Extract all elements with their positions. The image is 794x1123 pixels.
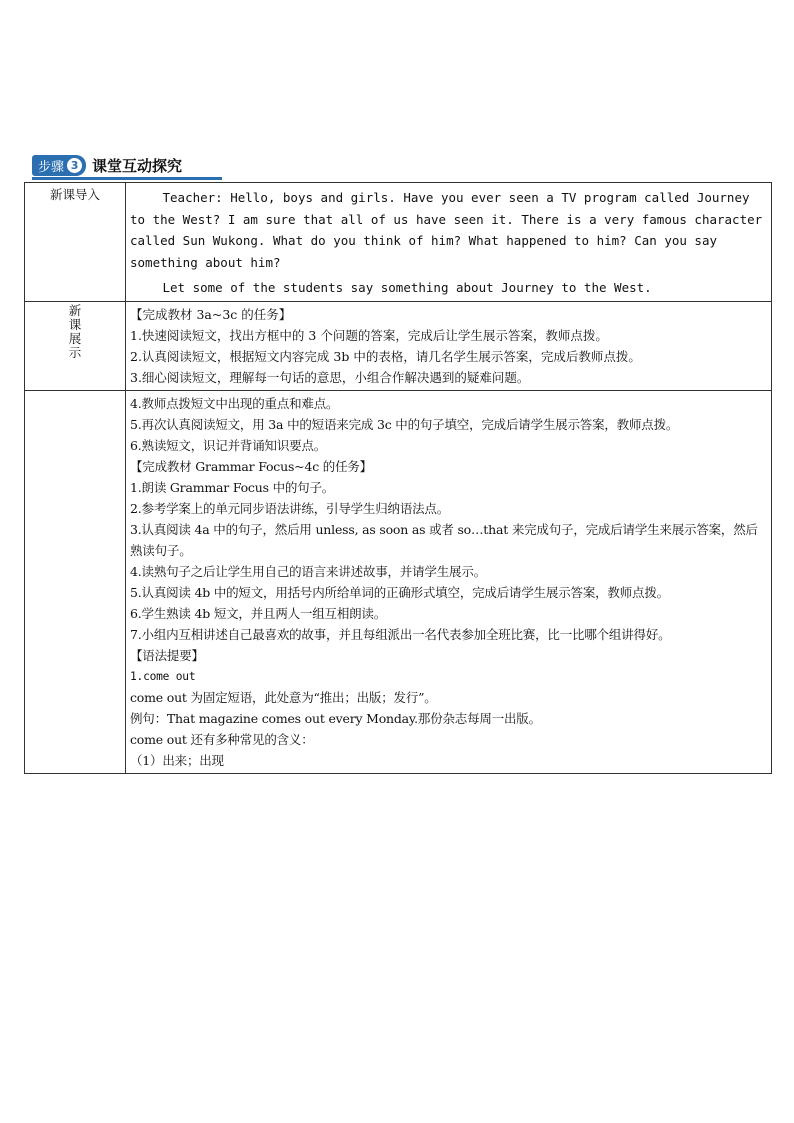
cont-line: 2.参考学案上的单元同步语法讲练，引导学生归纳语法点。 <box>130 500 450 516</box>
cont-line: come out 为固定短语，此处意为“推出；出版；发行”。 <box>130 689 437 705</box>
row-content-continued <box>126 390 772 773</box>
step-badge <box>32 155 86 176</box>
cont-line: 6.熟读短文，识记并背诵知识要点。 <box>130 437 327 453</box>
cont-line: 1.come out <box>130 669 196 683</box>
row-content-intro <box>126 183 772 302</box>
row-label-continued <box>25 390 126 773</box>
row-label-show <box>25 301 126 390</box>
cont-line: 5.再次认真阅读短文，用 3a 中的短语来完成 3c 中的句子填空，完成后请学生展示答案，教师点拨。 <box>130 416 679 432</box>
row-label-show-text: 新课展示 <box>68 302 82 360</box>
step-title: 课堂互动探究 <box>92 156 183 175</box>
cont-line: 5.认真阅读 4b 中的短文，用括号内所给单词的正确形式填空，完成后请学生展示答案，教师点拨。 <box>130 584 669 600</box>
step-number: 3 <box>67 158 82 173</box>
cont-line: 【语法提要】 <box>130 647 204 663</box>
cont-line: 4.读熟句子之后让学生用自己的语言来讲述故事，并请学生展示。 <box>130 563 486 579</box>
section-underline <box>32 177 222 180</box>
cont-line: 4.教师点拨短文中出现的重点和难点。 <box>130 395 339 411</box>
intro-paragraph-2: Let some of the students say something about Journey to the West. <box>162 280 652 295</box>
cont-line: 6.学生熟读 4b 短文，并且两人一组互相朗读。 <box>130 605 387 621</box>
cont-line: 3.认真阅读 4a 中的句子，然后用 unless, as soon as 或者 so…that 来完成句子，完成后请学生来展示答案，然后熟读句子。 <box>130 521 758 558</box>
cont-line: 1.朗读 Grammar Focus 中的句子。 <box>130 479 335 495</box>
cont-line: 例句：That magazine comes out every Monday.那份杂志每周一出版。 <box>130 710 541 726</box>
cont-line: （1）出来；出现 <box>130 752 224 768</box>
step-header <box>32 154 182 176</box>
show-line: 【完成教材 3a~3c 的任务】 <box>130 306 292 322</box>
row-content-show <box>126 301 772 390</box>
table-row-show <box>25 301 772 390</box>
cont-line: 【完成教材 Grammar Focus~4c 的任务】 <box>130 458 372 474</box>
table-row-continued <box>25 390 772 773</box>
table-row-intro <box>25 183 772 302</box>
lesson-table <box>24 182 772 774</box>
show-line: 2.认真阅读短文，根据短文内容完成 3b 中的表格，请几名学生展示答案，完成后教师点拨。 <box>130 348 641 364</box>
show-line: 3.细心阅读短文，理解每一句话的意思，小组合作解决遇到的疑难问题。 <box>130 369 530 385</box>
step-label: 步骤 <box>38 159 65 175</box>
intro-paragraph-1: Teacher: Hello, boys and girls. Have you ever seen a TV program called Journey to the West? I am sure that all of us have seen it. There is a very famous character called Sun Wukong. What do you think of him? What happened to him? Can you say something about him? <box>130 190 763 270</box>
cont-line: come out 还有多种常见的含义： <box>130 731 314 747</box>
row-label-intro: 新课导入 <box>25 183 126 302</box>
show-line: 1.快速阅读短文，找出方框中的 3 个问题的答案，完成后让学生展示答案，教师点拨。 <box>130 327 608 343</box>
cont-line: 7.小组内互相讲述自己最喜欢的故事，并且每组派出一名代表参加全班比赛，比一比哪个组讲得好。 <box>130 626 671 642</box>
